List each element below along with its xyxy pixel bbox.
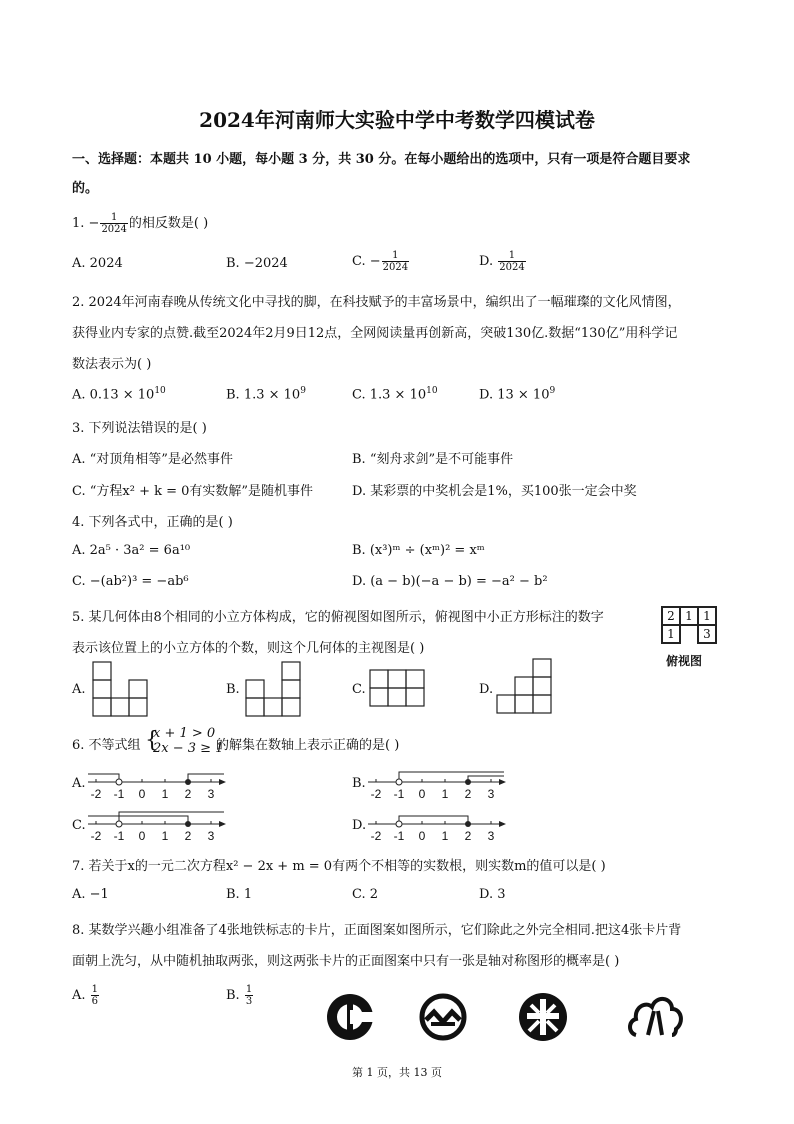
q6-inequality-2: 2x − 3 ≥ 1 bbox=[153, 741, 224, 756]
q6-stem: 6. 不等式组 bbox=[72, 738, 141, 753]
axis-label: 0 bbox=[138, 829, 146, 843]
axis-label: 3 bbox=[207, 787, 215, 801]
q8-option-b: B. $\frac{1}{3}$ bbox=[226, 984, 253, 1007]
q4-option-b: B. (x³)ᵐ ÷ (xᵐ)² = xᵐ bbox=[352, 543, 485, 558]
top-view-cell: 1 bbox=[662, 625, 680, 643]
q1-suffix: 的相反数是( ) bbox=[128, 216, 209, 231]
page-footer: 第 1 页，共 13 页 bbox=[352, 1066, 442, 1079]
q7-option-b: B. 1 bbox=[226, 887, 253, 902]
q8-option-a: A. $\frac{1}{6}$ bbox=[72, 984, 99, 1007]
q1-option-a: A. 2024 bbox=[72, 256, 123, 271]
axis-label: 2 bbox=[184, 829, 192, 843]
q4-option-c: C. −(ab²)³ = −ab⁶ bbox=[72, 574, 189, 589]
q7-option-d: D. 3 bbox=[479, 887, 506, 902]
axis-label: 3 bbox=[487, 787, 495, 801]
axis-label: 2 bbox=[464, 787, 472, 801]
q5-option-c-label: C. bbox=[352, 682, 366, 697]
q5-option-d-label: D. bbox=[479, 682, 494, 697]
q2-line2: 获得业内专家的点赞.截至2024年2月9日12点，全网阅读量再创新高，突破130亿.数据“130亿”用科学记 bbox=[72, 326, 678, 341]
top-view-empty bbox=[680, 625, 698, 643]
q6-suffix: 的解集在数轴上表示正确的是( ) bbox=[216, 738, 400, 753]
section-heading-line2: 的。 bbox=[72, 181, 99, 196]
q3-stem: 3. 下列说法错误的是( ) bbox=[72, 421, 207, 436]
axis-label: 0 bbox=[138, 787, 146, 801]
axis-label: 0 bbox=[418, 787, 426, 801]
axis-label: -1 bbox=[393, 787, 405, 801]
axis-label: 1 bbox=[161, 829, 169, 843]
q6-option-d-label: D. bbox=[352, 818, 367, 833]
q5-top-view-caption: 俯视图 bbox=[666, 654, 703, 668]
metro-logo-2-icon bbox=[418, 992, 468, 1042]
q6-option-c-label: C. bbox=[72, 818, 86, 833]
q6-option-b-label: B. bbox=[352, 776, 366, 791]
axis-label: 1 bbox=[161, 787, 169, 801]
axis-label: -2 bbox=[370, 787, 382, 801]
axis-label: -1 bbox=[113, 787, 125, 801]
axis-label: 1 bbox=[441, 829, 449, 843]
metro-logo-3-icon bbox=[517, 991, 569, 1043]
q5-option-a-figure bbox=[92, 661, 152, 719]
axis-label: -2 bbox=[90, 829, 102, 843]
q2-option-d: D. $13 \times 10^9$ bbox=[479, 386, 556, 403]
q5-option-a-label: A. bbox=[72, 682, 86, 697]
q1-option-c: C. − $\frac{1}{2024}$ bbox=[352, 250, 409, 273]
q5-option-b-figure bbox=[245, 661, 305, 719]
axis-label: 2 bbox=[464, 829, 472, 843]
axis-label: 1 bbox=[441, 787, 449, 801]
q1-prefix: 1. − bbox=[72, 216, 100, 231]
page-title: 2024年河南师大实验中学中考数学四模试卷 bbox=[199, 108, 595, 132]
axis-label: 3 bbox=[207, 829, 215, 843]
metro-logo-1-icon bbox=[325, 992, 375, 1042]
q2-option-a: A. $0.13 \times 10^{10}$ bbox=[72, 386, 166, 403]
q3-option-c: C. “方程x² + k = 0有实数解”是随机事件 bbox=[72, 484, 314, 499]
q5-option-c-figure bbox=[369, 669, 429, 709]
q3-option-d: D. 某彩票的中奖机会是1%，买100张一定会中奖 bbox=[352, 484, 637, 499]
q5-line2: 表示该位置上的小立方体的个数，则这个几何体的主视图是( ) bbox=[72, 641, 425, 656]
axis-label: 0 bbox=[418, 829, 426, 843]
question-1 bbox=[72, 212, 208, 235]
q5-line1: 5. 某几何体由8个相同的小立方体构成，它的俯视图如图所示，俯视图中小正方形标注的数字 bbox=[72, 610, 604, 625]
q6-option-a-label: A. bbox=[72, 776, 86, 791]
q7-option-c: C. 2 bbox=[352, 887, 379, 902]
q8-line2: 面朝上洗匀，从中随机抽取两张，则这两张卡片的正面图案中只有一张是轴对称图形的概率是( ) bbox=[72, 954, 620, 969]
q6-number-line-c bbox=[86, 808, 228, 844]
q2-line3: 数法表示为( ) bbox=[72, 357, 152, 372]
q6-inequality-1: x + 1 > 0 bbox=[153, 726, 216, 741]
q6-number-line-d bbox=[366, 808, 508, 844]
q3-option-a: A. “对顶角相等”是必然事件 bbox=[72, 452, 233, 467]
q7-option-a: A. −1 bbox=[72, 887, 109, 902]
axis-label: -1 bbox=[113, 829, 125, 843]
q1-option-d: D. $\frac{1}{2024}$ bbox=[479, 250, 525, 273]
q2-line1: 2. 2024年河南春晚从传统文化中寻找的脚，在科技赋予的丰富场景中，编织出了一幅璀璨的文化风情图， bbox=[72, 295, 681, 310]
q4-option-d: D. (a − b)(−a − b) = −a² − b² bbox=[352, 574, 548, 589]
q3-option-b: B. “刻舟求剑”是不可能事件 bbox=[352, 452, 514, 467]
top-view-cell: 2 bbox=[662, 607, 680, 625]
section-heading-line1: 一、选择题：本题共 10 小题，每小题 3 分，共 30 分。在每小题给出的选项中，只有一项是符合题目要求 bbox=[72, 152, 691, 167]
axis-label: -1 bbox=[393, 829, 405, 843]
q8-line1: 8. 某数学兴趣小组准备了4张地铁标志的卡片，正面图案如图所示，它们除此之外完全相同.把这4张卡片背 bbox=[72, 923, 682, 938]
axis-label: 2 bbox=[184, 787, 192, 801]
top-view-cell: 1 bbox=[680, 607, 698, 625]
q6-number-line-b bbox=[366, 766, 508, 802]
top-view-cell: 3 bbox=[698, 625, 716, 643]
axis-label: -2 bbox=[90, 787, 102, 801]
q6-system bbox=[153, 726, 223, 756]
q6-number-line-a bbox=[86, 766, 228, 802]
axis-label: 3 bbox=[487, 829, 495, 843]
q5-option-b-label: B. bbox=[226, 682, 240, 697]
axis-label: -2 bbox=[370, 829, 382, 843]
q4-option-a: A. 2a⁵ · 3a² = 6a¹⁰ bbox=[72, 543, 191, 558]
q4-stem: 4. 下列各式中，正确的是( ) bbox=[72, 515, 233, 530]
q5-top-view-grid bbox=[661, 606, 717, 644]
top-view-cell: 1 bbox=[698, 607, 716, 625]
q2-option-b: B. $1.3 \times 10^9$ bbox=[226, 386, 306, 403]
q1-fraction: $\frac{1}{2024}$ bbox=[101, 212, 127, 235]
q1-option-b: B. −2024 bbox=[226, 256, 288, 271]
q2-option-c: C. $1.3 \times 10^{10}$ bbox=[352, 386, 438, 403]
metro-logo-4-icon bbox=[626, 991, 684, 1041]
q6-brace: { bbox=[145, 728, 159, 753]
q5-option-d-figure bbox=[496, 658, 556, 718]
q7-stem: 7. 若关于x的一元二次方程x² − 2x + m = 0有两个不相等的实数根，则实数m的值可以是( ) bbox=[72, 859, 606, 874]
